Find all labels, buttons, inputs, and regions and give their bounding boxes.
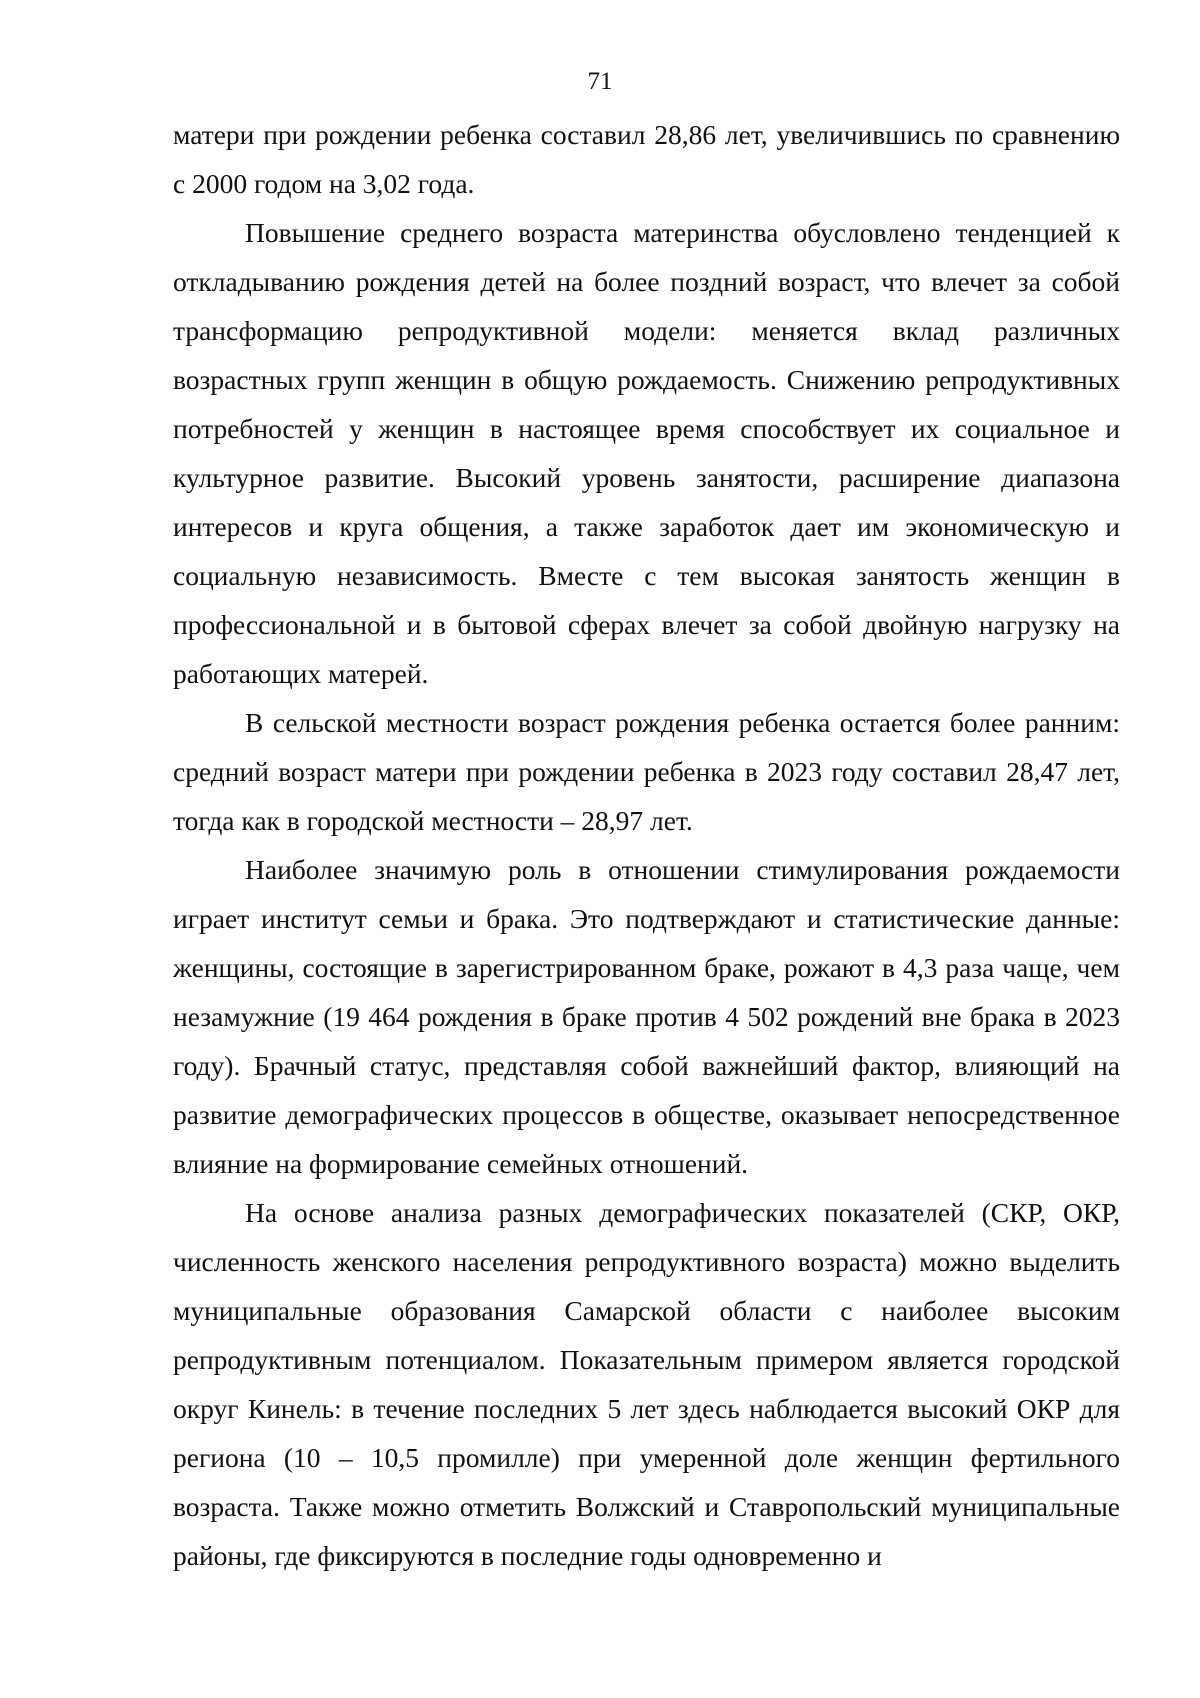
paragraph-municipal-potential: На основе анализа разных демографических показателей (СКР, ОКР, численность женского населения репродуктивного возраста) можно выделить муниципальные образования Самарской области с наиболее высоким репродуктивным потенциалом. Показательным примером является городской округ Кинель: в течение последних 5 лет здесь наблюдается высокий ОКР для региона (10 – 10,5 промилле) при умеренной доле женщин фертильного возраста. Также можно отметить Волжский и Ставропольский муниципальные районы, где фиксируются в последние годы одновременно и: [173, 1197, 1120, 1571]
paragraph-continuation: матери при рождении ребенка составил 28,86 лет, увеличившись по сравнению с 2000 годом на 3,02 года.: [173, 119, 1120, 199]
paragraph-family-marriage: Наиболее значимую роль в отношении стимулирования рождаемости играет институт семьи и брака. Это подтверждают и статистические данные: женщины, состоящие в зарегистрированном браке, рожают в 4,3 раза чаще, чем незамужние (19 464 рождения в браке против 4 502 рождений вне брака в 2023 году). Брачный статус, представляя собой важнейший фактор, влияющий на развитие демографических процессов в обществе, оказывает непосредственное влияние на формирование семейных отношений.: [173, 854, 1120, 1179]
document-body: [173, 110, 1120, 1580]
page-number: 71: [587, 68, 613, 95]
paragraph-maternity-age-trend: Повышение среднего возраста материнства обусловлено тенденцией к откладыванию рождения детей на более поздний возраст, что влечет за собой трансформацию репродуктивной модели: меняется вклад различных возрастных групп женщин в общую рождаемость. Снижению репродуктивных потребностей у женщин в настоящее время способствует их социальное и культурное развитие. Высокий уровень занятости, расширение диапазона интересов и круга общения, а также заработок дает им экономическую и социальную независимость. Вместе с тем высокая занятость женщин в профессиональной и в бытовой сферах влечет за собой двойную нагрузку на работающих матерей.: [173, 217, 1120, 689]
paragraph-rural-urban-age: В сельской местности возраст рождения ребенка остается более ранним: средний возраст матери при рождении ребенка в 2023 году составил 28,47 лет, тогда как в городской местности – 28,97 лет.: [173, 707, 1120, 836]
